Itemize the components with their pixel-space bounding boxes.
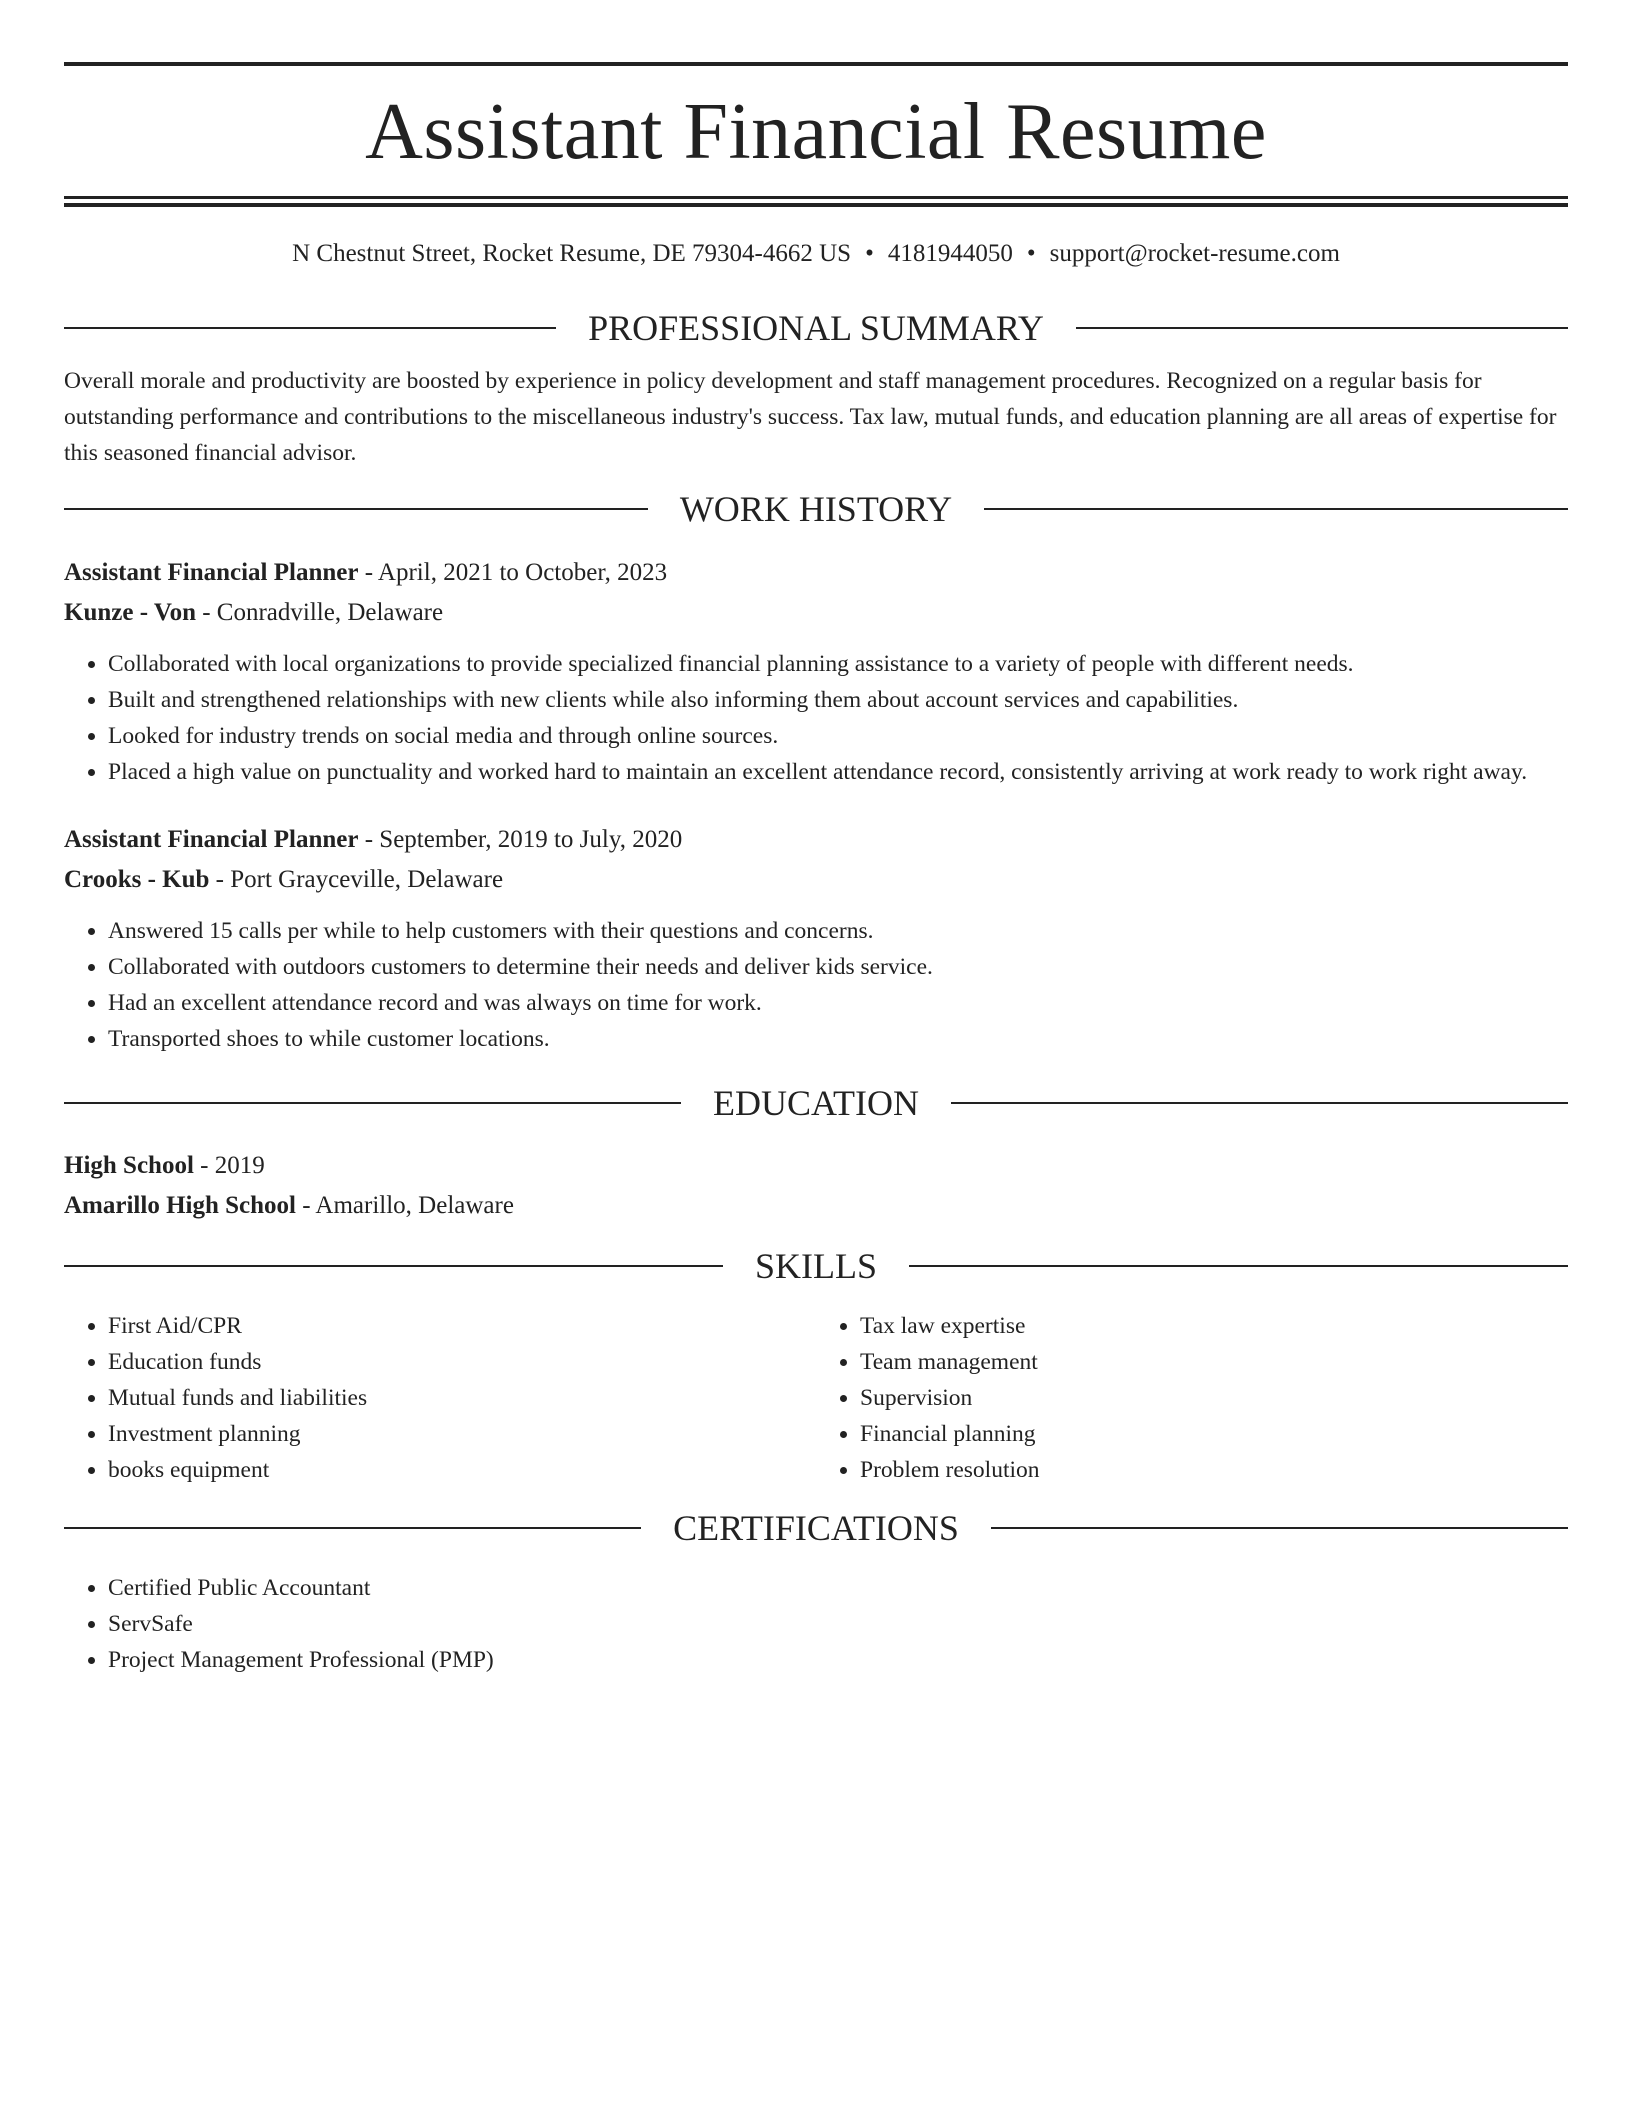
skill-item: • Education funds [108, 1344, 816, 1380]
heading-rule [64, 327, 556, 329]
heading-rule [64, 1265, 723, 1267]
job-entry [64, 820, 1568, 1057]
resume-title: Assistant Financial Resume [365, 88, 1267, 176]
certification-item: • ServSafe [108, 1606, 1568, 1642]
skill-item: • Supervision [860, 1380, 1568, 1416]
job-location: - Port Grayceville, Delaware [209, 866, 504, 893]
section-heading-skills [64, 1248, 1568, 1284]
section-label: EDUCATION [713, 1083, 919, 1123]
list-item: • Built and strengthened relationships with new clients while also informing them about account services and capabilities. [108, 682, 1568, 718]
job-title-line [64, 553, 1568, 593]
heading-rule [64, 1102, 681, 1104]
job-company: Crooks - Kub [64, 866, 210, 893]
job-title-line [64, 820, 1568, 860]
contact-address: N Chestnut Street, Rocket Resume, DE 79304-4662 US [292, 240, 852, 267]
list-item: • Collaborated with outdoors customers to determine their needs and deliver kids service. [108, 949, 1568, 985]
section-heading-education [64, 1085, 1568, 1121]
education-school-line [64, 1186, 1568, 1226]
skills-list-right [816, 1308, 1568, 1488]
section-heading-summary [64, 310, 1568, 346]
contact-email: support@rocket-resume.com [1049, 240, 1340, 267]
list-item: • Collaborated with local organizations to provide specialized financial planning assistance to a variety of people with different needs. [108, 646, 1568, 682]
education-degree-line [64, 1146, 1568, 1186]
education-school: Amarillo High School [64, 1192, 296, 1219]
section-label: PROFESSIONAL SUMMARY [588, 308, 1044, 348]
certification-item: • Certified Public Accountant [108, 1570, 1568, 1606]
list-item: • Placed a high value on punctuality and worked hard to maintain an excellent attendance record, consistently arriving at work ready to work right away. [108, 754, 1568, 790]
job-dates: - April, 2021 to October, 2023 [358, 559, 668, 586]
contact-separator: • [1026, 240, 1036, 267]
certifications-list [64, 1570, 1568, 1678]
job-bullets [64, 913, 1568, 1057]
education-entry [64, 1146, 1568, 1226]
heading-rule [984, 508, 1568, 510]
job-dates: - September, 2019 to July, 2020 [358, 826, 683, 853]
job-company-line [64, 860, 1568, 900]
contact-phone: 4181944050 [887, 240, 1013, 267]
heading-rule [1076, 327, 1568, 329]
job-entry [64, 553, 1568, 790]
list-item: • Transported shoes to while customer locations. [108, 1021, 1568, 1057]
education-location: - Amarillo, Delaware [295, 1192, 514, 1219]
title-double-rule [64, 196, 1568, 207]
section-heading-certifications [64, 1510, 1568, 1546]
section-label: CERTIFICATIONS [673, 1508, 959, 1548]
section-label: SKILLS [755, 1246, 878, 1286]
skill-item: • First Aid/CPR [108, 1308, 816, 1344]
top-rule [64, 62, 1568, 66]
heading-rule [909, 1265, 1568, 1267]
list-item: • Answered 15 calls per while to help customers with their questions and concerns. [108, 913, 1568, 949]
section-label: WORK HISTORY [679, 489, 953, 529]
skill-item: • Investment planning [108, 1416, 816, 1452]
job-title: Assistant Financial Planner [64, 826, 359, 853]
job-bullets [64, 646, 1568, 790]
skills-list-left [64, 1308, 816, 1488]
skills-grid [64, 1308, 1568, 1488]
skill-item: • Financial planning [860, 1416, 1568, 1452]
skill-item: • Team management [860, 1344, 1568, 1380]
education-degree: High School [64, 1152, 194, 1179]
job-company: Kunze - Von [64, 599, 196, 626]
heading-rule [991, 1527, 1568, 1529]
skill-item: • books equipment [108, 1452, 816, 1488]
certification-item: • Project Management Professional (PMP) [108, 1642, 1568, 1678]
heading-rule [64, 1527, 641, 1529]
contact-separator: • [865, 240, 874, 267]
heading-rule [64, 508, 648, 510]
section-heading-work [64, 491, 1568, 527]
job-location: - Conradville, Delaware [195, 599, 444, 626]
skill-item: • Mutual funds and liabilities [108, 1380, 816, 1416]
contact-line [64, 239, 1568, 269]
education-year: - 2019 [193, 1152, 265, 1179]
list-item: • Looked for industry trends on social media and through online sources. [108, 718, 1568, 754]
skill-item: • Problem resolution [860, 1452, 1568, 1488]
list-item: • Had an excellent attendance record and was always on time for work. [108, 985, 1568, 1021]
skill-item: • Tax law expertise [860, 1308, 1568, 1344]
heading-rule [951, 1102, 1568, 1104]
summary-text: Overall morale and productivity are boosted by experience in policy development and staff management procedures. Recognized on a regular basis for outstanding performance and contributions to the miscellaneous industry's success. Tax law, mutual funds, and education planning are all areas of expertise for this seasoned financial advisor. [64, 368, 1557, 466]
job-company-line [64, 593, 1568, 633]
job-title: Assistant Financial Planner [64, 559, 359, 586]
